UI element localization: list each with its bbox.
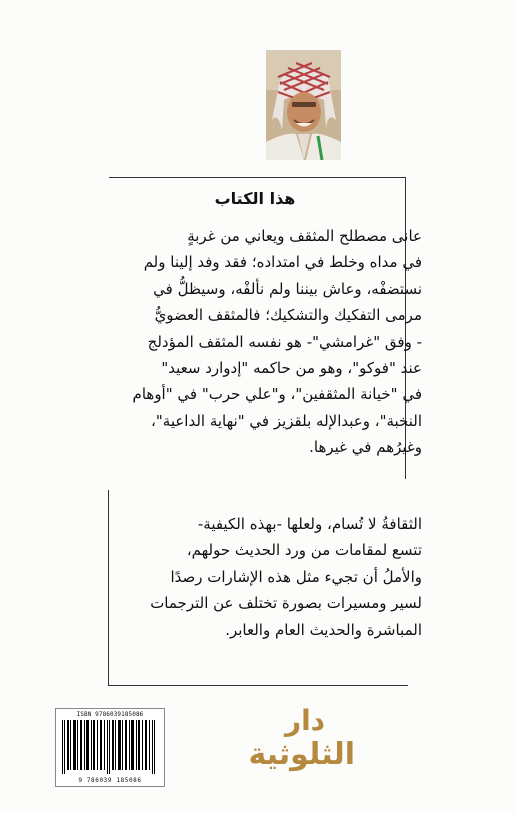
barcode-digits: 9 786039 185086 bbox=[78, 777, 142, 784]
publisher-logo bbox=[248, 704, 355, 780]
text-line: - وفق "غرامشي"- هو نفسه المثقف المؤدلج bbox=[147, 332, 422, 351]
text-line: والأملُ أن تجيء مثل هذه الإشارات رصدًا bbox=[170, 567, 422, 586]
text-line: في مداه وخلط في امتداده؛ فقد وفد إلينا ولم bbox=[143, 253, 422, 272]
text-line: مرمى التفكيك والتشكيك؛ فالمثقف العضويُّ bbox=[154, 306, 422, 325]
isbn-label: ISBN 9786039185086 bbox=[76, 711, 144, 718]
publisher-line-1: دار bbox=[284, 704, 326, 737]
text-line: نستضفْه، وعاش بيننا ولم نألفْه، وسيظلُّ في bbox=[153, 279, 422, 298]
paragraph-2 bbox=[92, 511, 422, 643]
text-line: الثقافةُ لا تُسام، ولعلها -بهذه الكيفية- bbox=[197, 515, 422, 533]
author-photo bbox=[266, 50, 341, 160]
frame-top-line bbox=[109, 177, 406, 178]
section-heading: هذا الكتاب bbox=[214, 189, 296, 208]
publisher-line-2: الثلوثية bbox=[248, 737, 355, 772]
text-line: في "خيانة المثقفين"، و"علي حرب" في "أوهام bbox=[132, 385, 422, 404]
text-line: عند "فوكو"، وهو من حاكمه "إدوارد سعيد" bbox=[161, 358, 422, 377]
paragraph-1 bbox=[92, 223, 422, 461]
text-line: لسير ومسيرات بصورة تختلف عن الترجمات bbox=[150, 594, 422, 613]
isbn-barcode bbox=[55, 708, 165, 787]
text-line: تتسع لمقامات من ورد الحديث حولهم، bbox=[186, 541, 422, 560]
text-line: المباشرة والحديث العام والعابر. bbox=[225, 620, 422, 639]
text-line: وغيرُهم في غيرها. bbox=[309, 438, 422, 457]
text-line: عانى مصطلح المثقف ويعاني من غربةٍ bbox=[187, 227, 422, 245]
barcode-bars bbox=[60, 720, 160, 774]
frame-bottom-line bbox=[108, 685, 408, 686]
text-line: النخبة"، وعبدالإله بلقزيز في "نهاية الداعية"، bbox=[151, 411, 422, 430]
